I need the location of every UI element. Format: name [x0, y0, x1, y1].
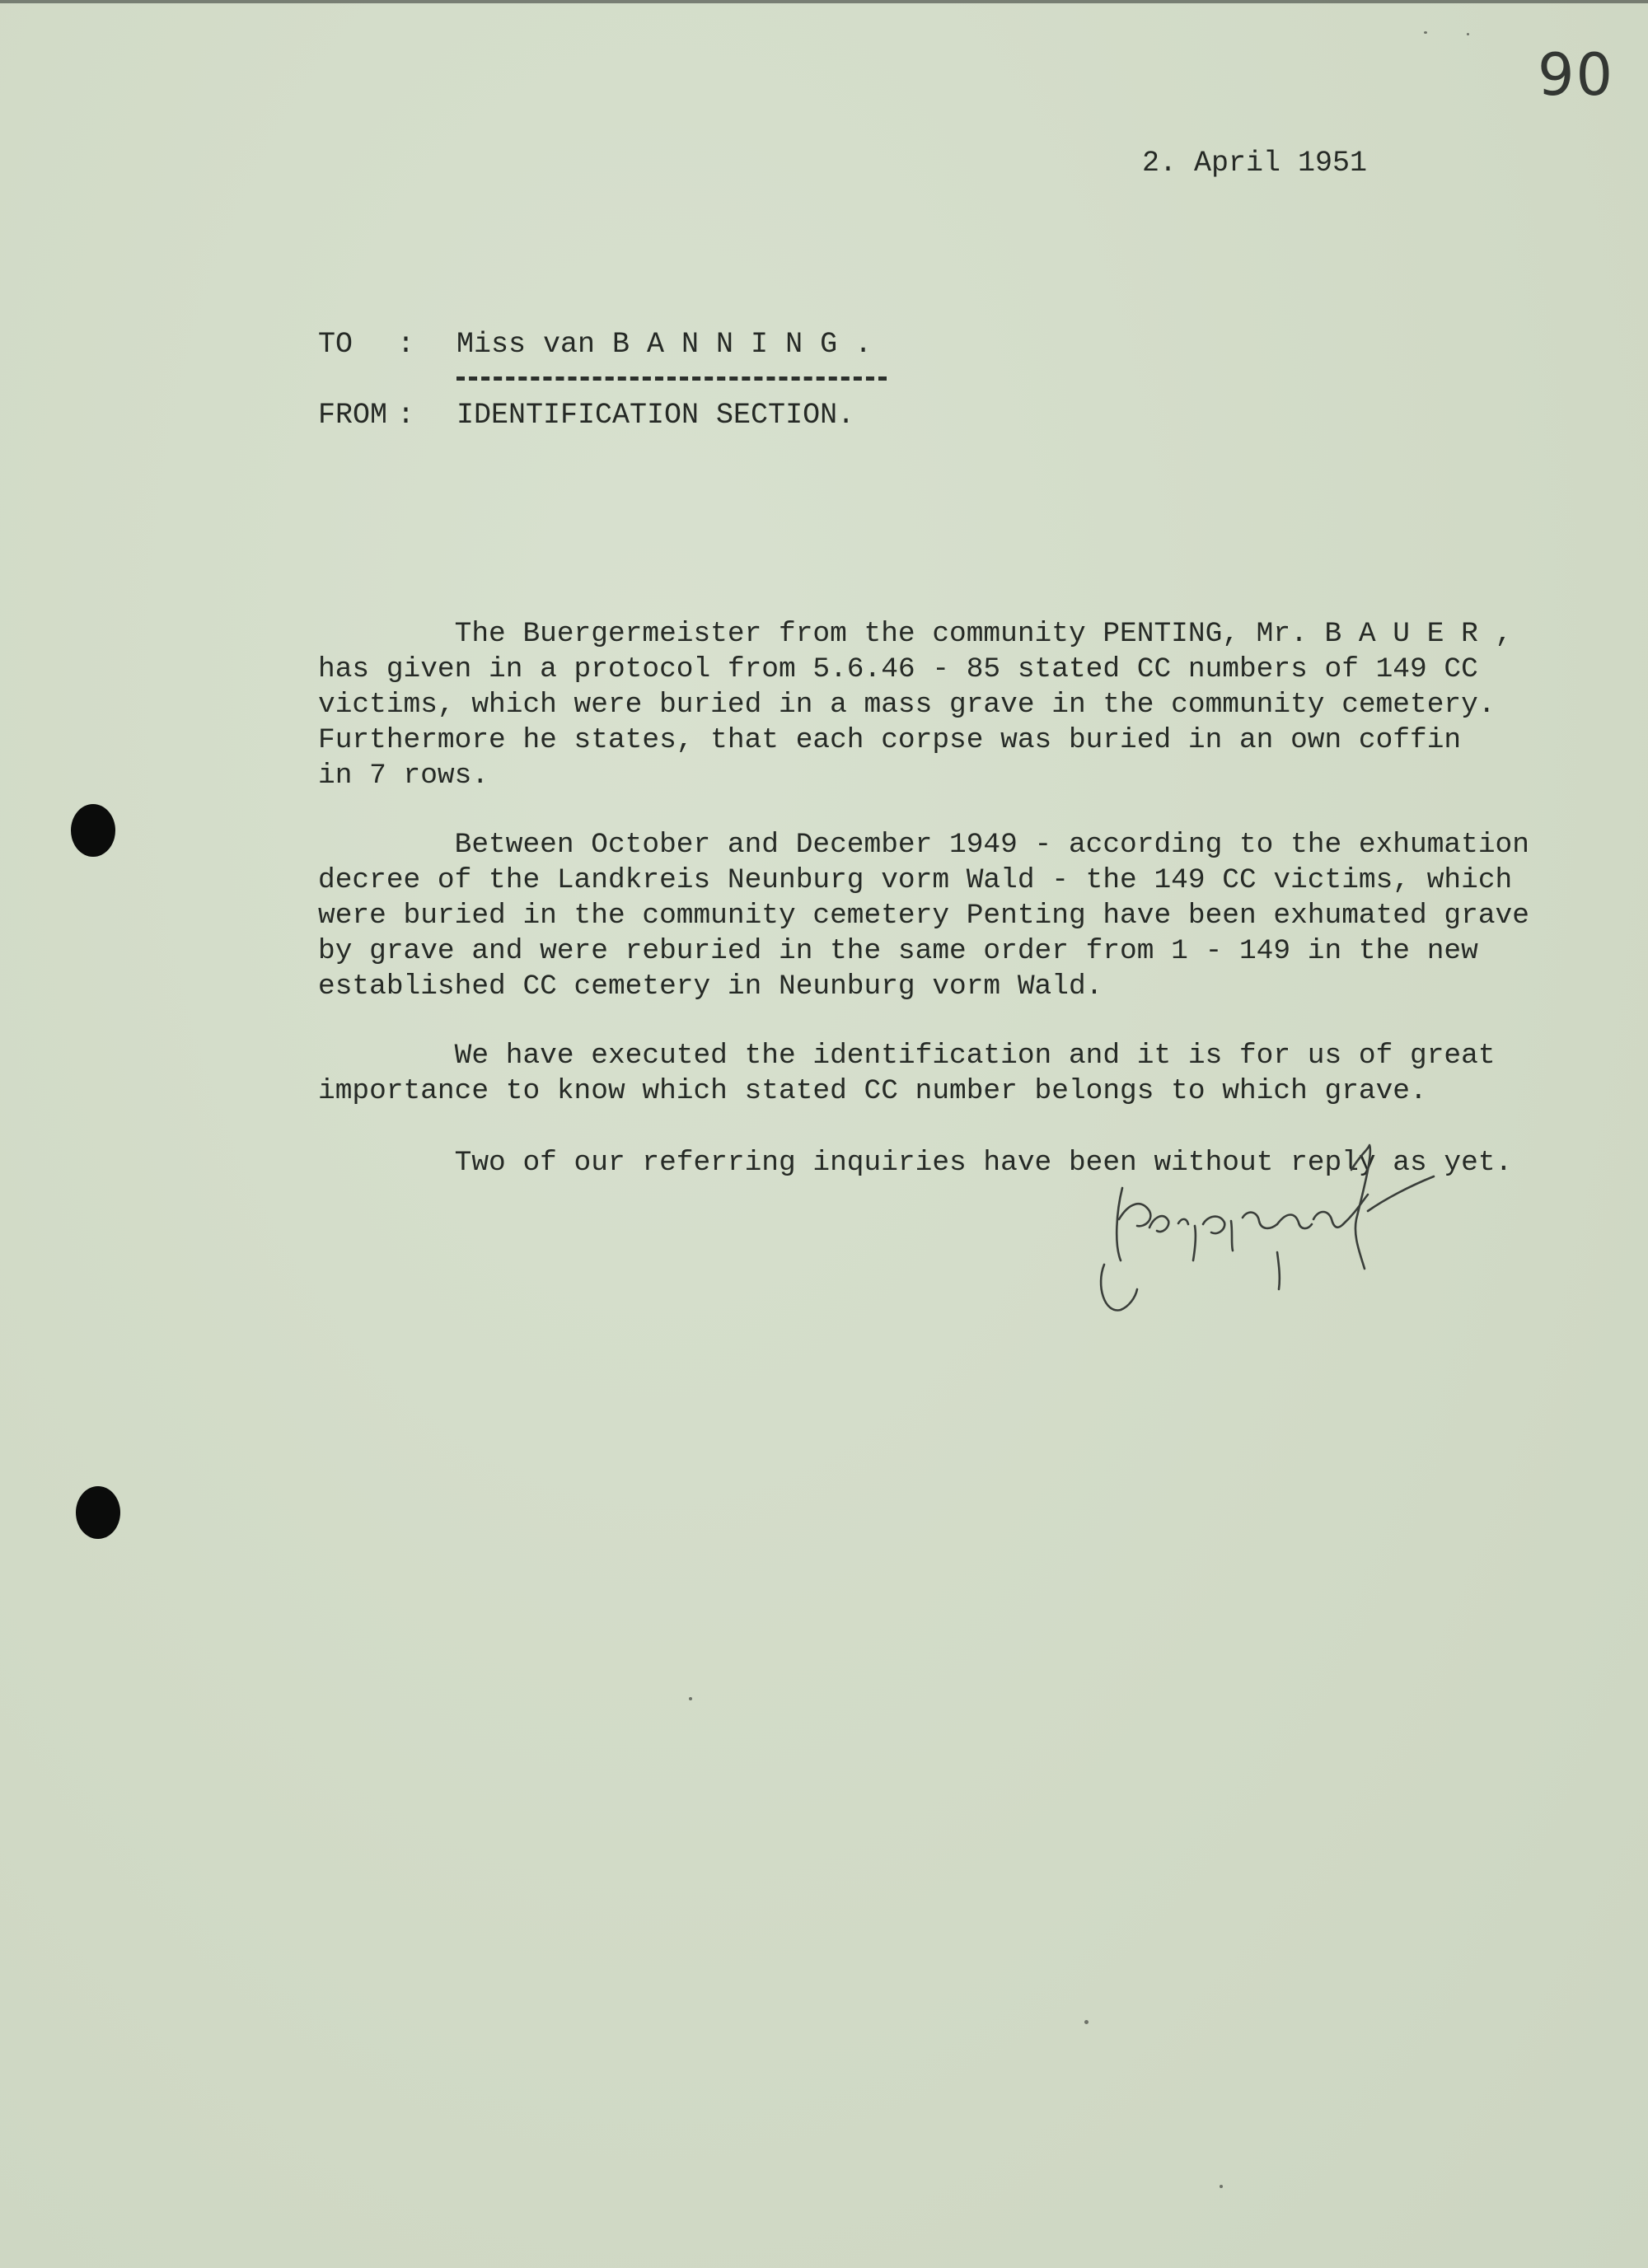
from-sender: IDENTIFICATION SECTION. [456, 399, 855, 432]
paper-speck [689, 1697, 692, 1700]
paper-speck [1084, 2020, 1089, 2024]
from-colon: : [397, 399, 415, 432]
from-label: FROM [318, 399, 388, 432]
paragraph-1: The Buergermeister from the community PENTING, Mr. B A U E R , has given in a protocol from 5.6.46 - 85 stated CC numbers of 149 CC victims, which were buried in a mass grave in the community cemetery. Furthermore he states, that each corpse was buried in an own coffin in 7 rows. [318, 618, 1513, 792]
from-line [318, 399, 854, 432]
page-top-edge [0, 0, 1648, 3]
letter-date: 2. April 1951 [1142, 147, 1368, 180]
paper-speck [1424, 31, 1427, 34]
to-colon: : [397, 328, 415, 361]
recipient-underline [456, 376, 887, 381]
paragraph-4: Two of our referring inquiries have been without reply as yet. [318, 1147, 1513, 1179]
paper-speck [1220, 2185, 1223, 2188]
punch-hole-top [71, 804, 115, 857]
handwritten-signature [1071, 1120, 1483, 1335]
paper-speck [1467, 33, 1469, 35]
paragraph-2: Between October and December 1949 - according to the exhumation decree of the Landkreis Neunburg vorm Wald - the 149 CC victims, which were buried in the community cemetery Penting have been exhumated grave by grave and were reburied in the same order from 1 - 149 in the new established CC cemetery in Neunburg vorm Wald. [318, 829, 1529, 1003]
to-label: TO [318, 328, 353, 361]
to-recipient: Miss van B A N N I N G . [456, 328, 873, 361]
paragraph-3: We have executed the identification and it is for us of great importance to know which stated CC number belongs to which grave. [318, 1040, 1496, 1107]
page-number: 90 [1538, 41, 1615, 109]
to-line [318, 328, 872, 361]
punch-hole-bottom [76, 1486, 120, 1539]
